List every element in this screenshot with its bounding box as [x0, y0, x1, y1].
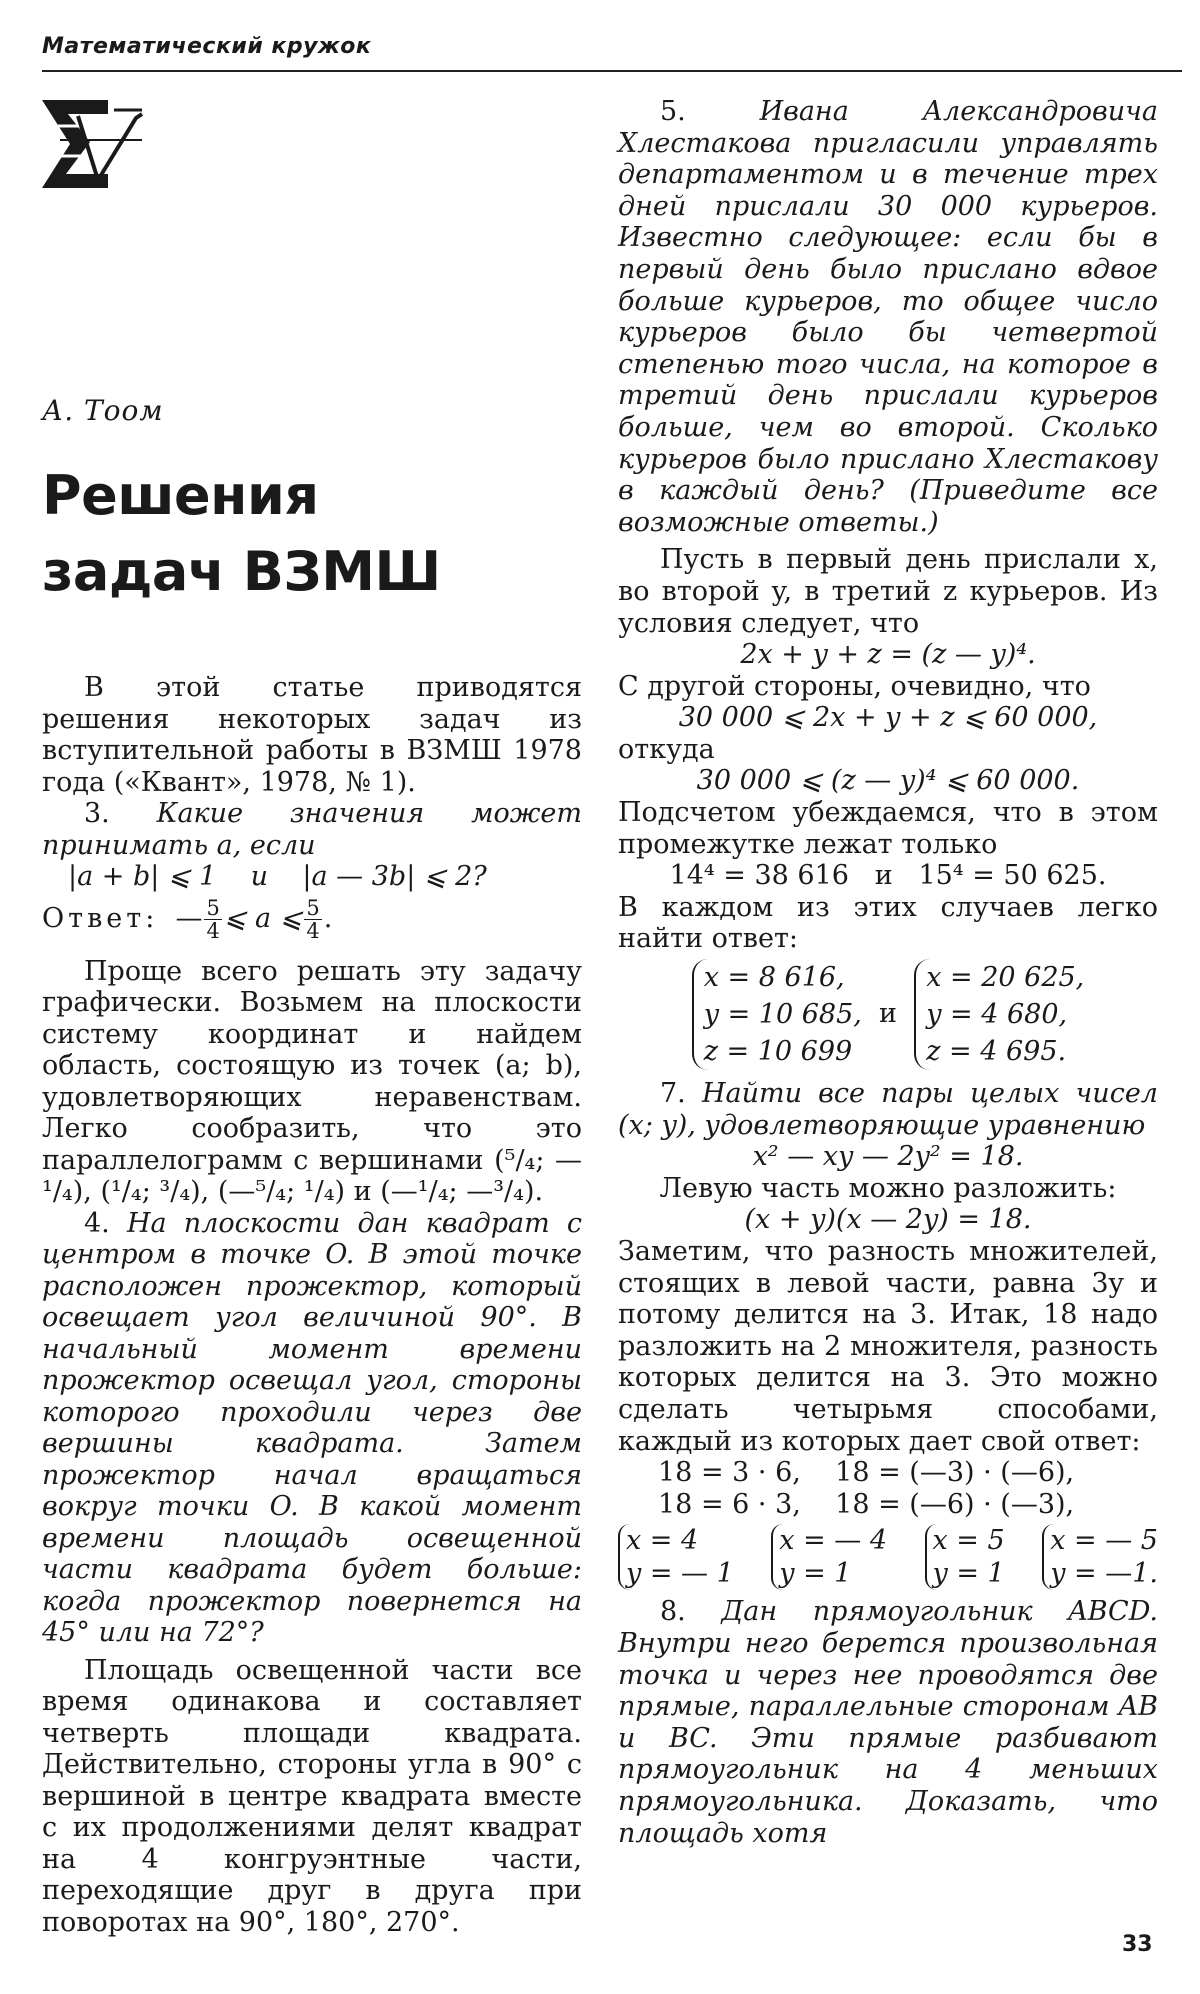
problem-7-answer-1: x = 4 y = — 1: [618, 1524, 734, 1590]
problem-3-formula: |a + b| ⩽ 1 и |a — 3b| ⩽ 2?: [68, 861, 487, 892]
problem-7-number: 7.: [660, 1078, 686, 1110]
problem-5-eq-1: 2x + y + z = (z — y)⁴.: [740, 639, 1036, 671]
problem-7-answers: [618, 1524, 1158, 1590]
problem-7-task: Найти все пары целых чисел (x; y), удовлетворяющие уравнению: [618, 1078, 1158, 1141]
problem-7-eq-2: (x + y)(x — 2y) = 18.: [744, 1204, 1032, 1236]
problem-5-eq-3: 30 000 ⩽ (z — y)⁴ ⩽ 60 000.: [696, 765, 1080, 797]
problem-7-solution-1: Левую часть можно разложить:: [659, 1172, 1117, 1204]
author-name: А. Тоом: [42, 394, 164, 427]
problem-5-answers: x = 8 616, y = 10 685, z = 10 699 и x = 20 625, y = 4 680, z = 4 695.: [618, 959, 1158, 1070]
answer-fraction-right: $\frac{5}{4}$: [306, 895, 320, 943]
problem-7-factor-1: 18 = 3 · 6, 18 = (—3) · (—6),: [658, 1457, 1075, 1489]
title-line-2: задач ВЗМШ: [42, 540, 441, 603]
problem-7-factor-2: 18 = 6 · 3, 18 = (—6) · (—3),: [658, 1488, 1075, 1520]
problem-8-task: Дан прямоугольник ABCD. Внутри него берется произвольная точка и через нее проводятся две прямые, параллельные сторонам AB и BC. Эти прямые разбивают прямоугольник на 4 меньших прямоугольника. Доказать, что площадь хотя: [618, 1596, 1158, 1849]
problem-5-solution-4: Подсчетом убеждаемся, что в этом промежутке лежат только: [618, 797, 1158, 860]
problem-7-solution-2: Заметим, что разность множителей, стоящих в левой части, равна 3y и потому делится на 3. Итак, 18 надо разложить на 2 множителя, разность которых делится на 3. Это можно сделать четырьмя способами, каждый из которых дает свой ответ:: [618, 1236, 1158, 1457]
intro-paragraph: В этой статье приводятся решения некоторых задач из вступительной работы в ВЗМШ 1978 года («Квант», 1978, № 1).: [42, 672, 582, 798]
problem-5-eq-2: 30 000 ⩽ 2x + y + z ⩽ 60 000,: [678, 702, 1098, 734]
problem-3-solution: Проще всего решать эту задачу графически. Возьмем на плоскости систему координат и найдем область, состоящую из точек (a; b), удовлетворяющих неравенствам. Легко сообразить, что это параллелограмм с вершинами (⁵/₄; —¹/₄), (¹/₄; ³/₄), (—⁵/₄; ¹/₄) и (—¹/₄; —³/₄).: [42, 955, 582, 1207]
page-number: 33: [1122, 1932, 1153, 1957]
problem-3-answer: Ответ: — $\frac{5}{4}$ ⩽ a ⩽ $\frac{5}{4}$ .: [42, 895, 333, 943]
problem-4-task: На плоскости дан квадрат с центром в точке O. В этой точке расположен прожектор, который освещает угол величиной 90°. В начальный момент времени прожектор освещал угол, стороны которого проходили через две вершины квадрата. Затем прожектор начал вращаться вокруг точки O. В какой момент времени площадь освещенной части квадрата будет больше: когда прожектор повернется на 45° или на 72°?: [42, 1207, 582, 1648]
problem-3-number: 3.: [84, 798, 110, 829]
sigma-nu-logo-icon: [38, 96, 148, 192]
problem-5-solution-3: откуда: [618, 733, 715, 765]
right-column: [618, 96, 1158, 1849]
problem-4-number: 4.: [84, 1207, 110, 1239]
problem-7-answer-4: x = — 5 y = —1.: [1042, 1524, 1158, 1590]
section-header: [42, 30, 1182, 72]
problem-4-solution: Площадь освещенной части все время одинакова и составляет четверть площади квадрата. Действительно, стороны угла в 90° с вершиной в центре квадрата вместе с их продолжениями делят квадрат на 4 конгруэнтные части, переходящие друг в друга при поворотах на 90°, 180°, 270°.: [42, 1654, 582, 1938]
left-column: [42, 672, 582, 1938]
problem-5-number: 5.: [660, 96, 686, 127]
problem-5-task: Ивана Александровича Хлестакова пригласили управлять департаментом и в течение трех дней прислали 30 000 курьеров. Известно следующее: если бы в первый день было прислано вдвое больше курьеров, то общее число курьеров было бы четвертой степенью того числа, на которое в третий день прислали курьеров больше, чем во второй. Сколько курьеров было прислано Хлестакову в каждый день? (Приведите все возможные ответы.): [618, 96, 1158, 538]
problem-5-system-1: x = 8 616, y = 10 685, z = 10 699: [692, 959, 862, 1070]
problem-7-answer-3: x = 5 y = 1: [925, 1524, 1005, 1590]
problem-7-eq: x² — xy — 2y² = 18.: [752, 1141, 1024, 1173]
problem-5-solution-1: Пусть в первый день прислали x, во второй y, в третий z курьеров. Из условия следует, что: [618, 544, 1158, 639]
problem-7-answer-2: x = — 4 y = 1: [771, 1524, 887, 1590]
title-line-1: Решения: [42, 464, 319, 527]
problem-5-system-2: x = 20 625, y = 4 680, z = 4 695.: [914, 959, 1084, 1070]
problem-8-number: 8.: [660, 1596, 686, 1628]
answer-fraction-left: $\frac{5}{4}$: [206, 895, 220, 943]
problem-5-eq-4: 14⁴ = 38 616 и 15⁴ = 50 625.: [669, 860, 1107, 892]
section-title: Математический кружок: [42, 34, 372, 59]
problem-5-solution-5: В каждом из этих случаев легко найти ответ:: [618, 891, 1158, 955]
problem-3-task: Какие значения может принимать a, если: [42, 798, 582, 861]
article-title: [42, 458, 582, 610]
answer-label: Ответ:: [42, 902, 159, 934]
problem-5-solution-2: С другой стороны, очевидно, что: [618, 670, 1091, 702]
